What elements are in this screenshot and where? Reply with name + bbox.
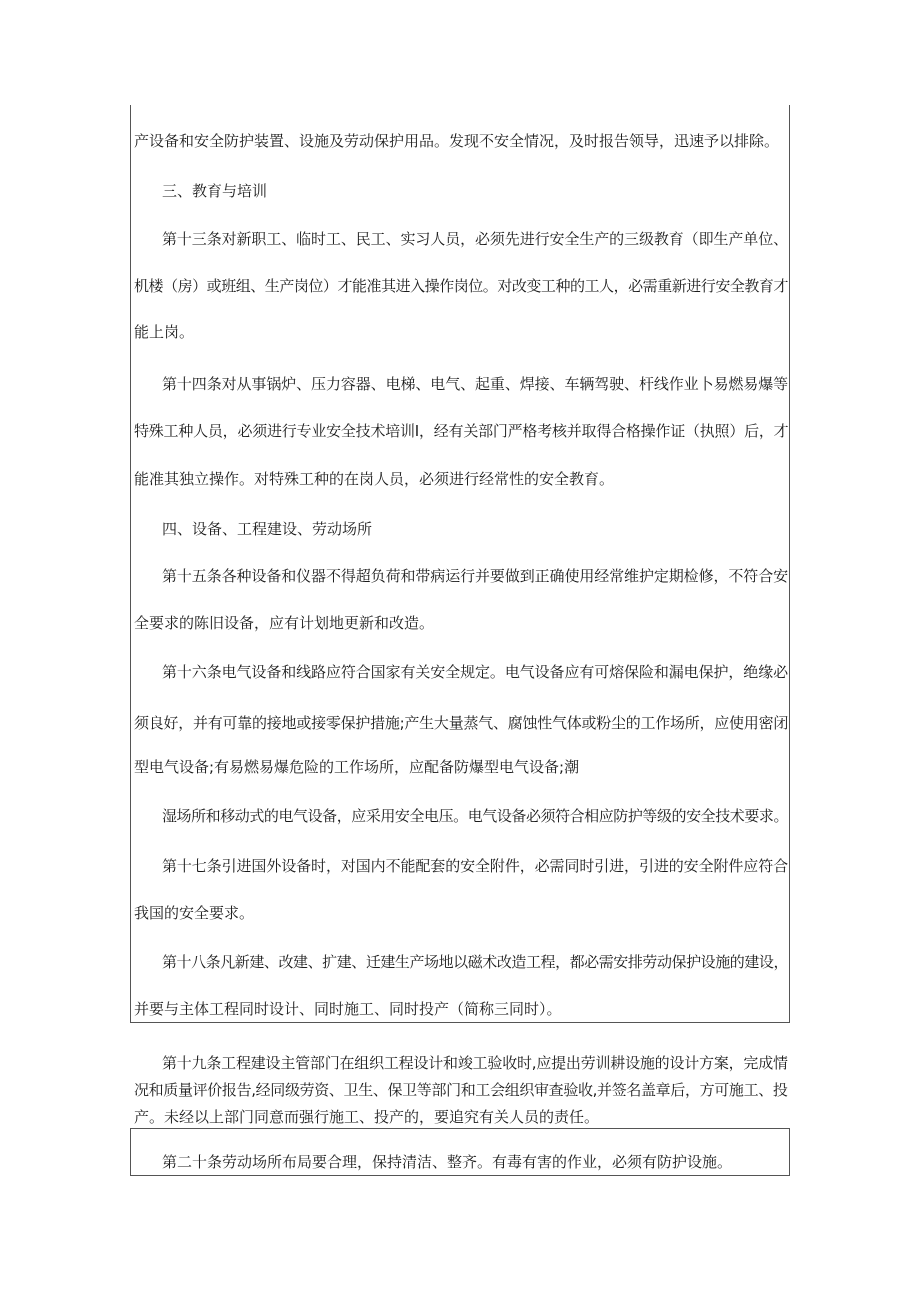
text-line-1: 产设备和安全防护装置、设施及劳动保护用品。发现不安全情况，及时报告领导，迅速予以排除。 xyxy=(134,132,780,150)
article-20-line-1: 第二十条劳动场所布局要合理，保持清洁、整齐。有毒有害的作业，必须有防护设施。 xyxy=(162,1153,733,1171)
article-18-line-2: 并要与主体工程同时设计、同时施工、同时投产（简称三同时）。 xyxy=(134,1000,562,1018)
article-16-line-4: 湿场所和移动式的电气设备，应采用安全电压。电气设备必须符合相应防护等级的安全技术要求。 xyxy=(162,807,788,825)
article-19-line-2: 况和质量评价报告,经同级劳资、卫生、保卫等部门和工会组织审查验收,并签名盖章后，方可施工、投 xyxy=(134,1081,788,1099)
article-18-line-1: 第十八条凡新建、改建、扩建、迁建生产场地以磁术改造工程，都必需安排劳动保护设施的建设， xyxy=(162,953,788,971)
article-15-line-1: 第十五条各种设备和仪器不得超负荷和带病运行并要做到正确使用经常维护定期检修，不符合安 xyxy=(162,567,789,585)
section-heading-3: 三、教育与培训 xyxy=(162,182,268,200)
article-16-line-3: 型电气设备;有易燃易爆危险的工作场所，应配备防爆型电气设备;潮 xyxy=(134,758,580,776)
article-13-line-3: 能上岗。 xyxy=(134,323,195,341)
article-17-line-1: 第十七条引进国外设备时，对国内不能配套的安全附件，必需同时引进，引进的安全附件应符合 xyxy=(162,857,789,875)
article-16-line-1: 第十六条电气设备和线路应符合国家有关安全规定。电气设备应有可熔保险和漏电保护，绝缘必 xyxy=(162,663,789,681)
article-19-line-1: 第十九条工程建设主管部门在组织工程设计和竣工验收时,应提出劳训耕设施的设计方案，完成情 xyxy=(162,1054,788,1072)
section-heading-4: 四、设备、工程建设、劳动场所 xyxy=(162,520,373,538)
article-16-line-2: 须良好，并有可靠的接地或接零保护措施;产生大量蒸气、腐蚀性气体或粉尘的工作场所，应使用密闭 xyxy=(134,714,789,732)
article-19-line-3: 产。未经以上部门同意而强行施工、投产的，要追究有关人员的责任。 xyxy=(134,1108,600,1126)
article-14-line-3: 能准其独立操作。对特殊工种的在岗人员，必须进行经常性的安全教育。 xyxy=(134,470,615,488)
article-13-line-1: 第十三条对新职工、临时工、民工、实习人员，必须先进行安全生产的三级教育（即生产单位、 xyxy=(162,230,789,248)
article-14-line-1: 第十四条对从事锅炉、压力容器、电梯、电气、起重、焊接、车辆驾驶、杆线作业卜易燃易爆等 xyxy=(162,375,789,393)
article-17-line-2: 我国的安全要求。 xyxy=(134,904,255,922)
article-13-line-2: 机楼（房）或班组、生产岗位）才能准其进入操作岗位。对改变工种的工人，必需重新进行安全教育才 xyxy=(134,277,788,295)
article-14-line-2: 特殊工种人员，必须进行专业安全技术培训I，经有关部门严格考核并取得合格操作证（执照）后，才 xyxy=(134,422,789,440)
article-15-line-2: 全要求的陈旧设备，应有计划地更新和改造。 xyxy=(134,614,435,632)
